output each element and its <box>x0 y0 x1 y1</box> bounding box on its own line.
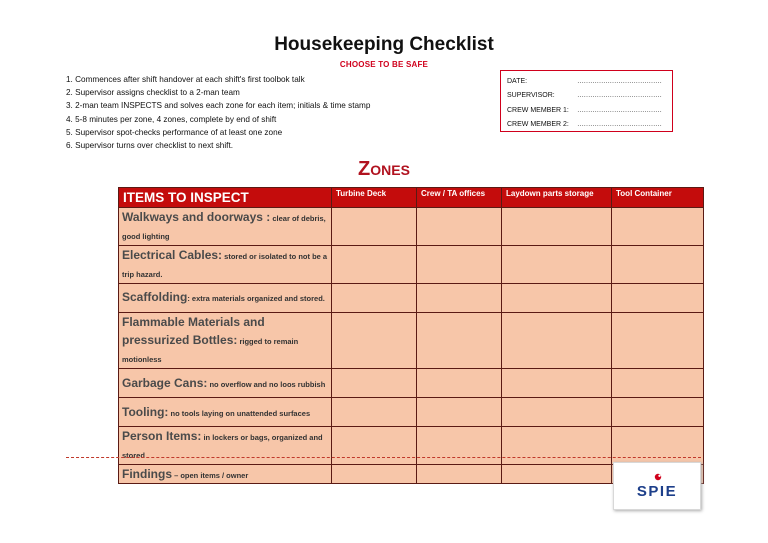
item-name: Flammable Materials and pressurized Bottles: <box>122 314 265 347</box>
item-desc: : extra materials organized and stored. <box>187 294 325 304</box>
check-cell[interactable] <box>417 464 502 483</box>
instruction-item: 1. Commences after shift handover at each shift's first toolbok talk <box>66 75 305 84</box>
item-cell <box>119 283 332 312</box>
check-cell[interactable] <box>502 283 612 312</box>
item-desc: rigged to remain motionless <box>122 336 299 365</box>
info-label: CREW MEMBER 2: <box>507 121 569 129</box>
info-label: SUPERVISOR: <box>507 92 555 100</box>
check-cell[interactable] <box>612 208 704 246</box>
check-cell[interactable] <box>502 397 612 426</box>
check-cell[interactable] <box>417 312 502 368</box>
check-cell[interactable] <box>417 245 502 283</box>
item-cell <box>119 397 332 426</box>
table-row <box>119 368 704 397</box>
item-cell <box>119 368 332 397</box>
spie-logo-mark <box>614 463 700 509</box>
findings-label: Findings <box>122 466 172 481</box>
item-desc: stored or isolated to not be a trip hazard. <box>122 251 328 280</box>
zone-header-crew-ta-offices: Crew / TA offices <box>417 188 502 208</box>
check-cell[interactable] <box>332 312 417 368</box>
crew-member-2-field[interactable]: ………………………………… <box>577 121 662 129</box>
table-row <box>119 426 704 464</box>
supervisor-field[interactable]: ………………………………… <box>577 92 662 100</box>
item-name: Tooling: <box>122 404 169 419</box>
table-row <box>119 397 704 426</box>
table-row <box>119 245 704 283</box>
zone-header-turbine-deck: Turbine Deck <box>332 188 417 208</box>
check-cell[interactable] <box>612 397 704 426</box>
check-cell[interactable] <box>332 245 417 283</box>
instruction-item: 5. Supervisor spot-checks performance of at least one zone <box>66 127 283 137</box>
divider <box>66 457 701 458</box>
check-cell[interactable] <box>612 368 704 397</box>
check-cell[interactable] <box>502 208 612 246</box>
document-title: Housekeeping Checklist <box>274 34 494 55</box>
items-header: ITEMS TO INSPECT <box>119 188 332 208</box>
check-cell[interactable] <box>417 397 502 426</box>
check-cell[interactable] <box>332 397 417 426</box>
check-cell[interactable] <box>417 283 502 312</box>
document-subtitle: CHOOSE TO BE SAFE <box>339 60 429 69</box>
item-desc: clear of debris, good lighting <box>122 214 326 242</box>
item-name: Walkways and doorways : <box>122 210 271 224</box>
check-cell[interactable] <box>332 368 417 397</box>
item-name: Scaffolding <box>122 290 188 305</box>
item-desc: no tools laying on unattended surfaces <box>168 408 311 418</box>
instructions-list <box>66 73 370 152</box>
check-cell[interactable] <box>332 283 417 312</box>
info-row-crew-member-2[interactable] <box>507 118 666 133</box>
zone-header-tool-container: Tool Container <box>612 188 704 208</box>
item-name: Garbage Cans: <box>122 375 208 390</box>
info-label: CREW MEMBER 1: <box>507 106 569 114</box>
check-cell[interactable] <box>612 312 704 368</box>
check-cell[interactable] <box>502 245 612 283</box>
item-desc: in lockers or bags, organized and stored <box>122 432 323 461</box>
check-cell[interactable] <box>502 426 612 464</box>
zones-title-rest: ONES <box>370 162 410 178</box>
info-box <box>500 70 673 132</box>
check-cell[interactable] <box>417 368 502 397</box>
check-cell[interactable] <box>332 426 417 464</box>
info-row-supervisor[interactable] <box>507 89 666 104</box>
info-row-date[interactable] <box>507 74 666 89</box>
instruction-item: 6. Supervisor turns over checklist to next shift. <box>66 141 234 151</box>
findings-desc: – open items / owner <box>172 470 249 480</box>
instruction-item: 4. 5-8 minutes per zone, 4 zones, complete by end of shift <box>66 114 277 124</box>
table-row <box>119 312 704 368</box>
logo-text: SPIE <box>636 483 678 500</box>
info-label: DATE: <box>507 77 528 85</box>
check-cell[interactable] <box>417 208 502 246</box>
instruction-item: 3. 2-man team INSPECTS and solves each zone for each item; initials & time stamp <box>66 101 371 111</box>
check-cell[interactable] <box>612 245 704 283</box>
check-cell[interactable] <box>502 464 612 483</box>
item-cell <box>119 426 332 464</box>
check-cell[interactable] <box>332 464 417 483</box>
zones-title <box>0 158 768 181</box>
check-cell[interactable] <box>612 426 704 464</box>
zone-header-laydown-parts-storage: Laydown parts storage <box>502 188 612 208</box>
spie-logo <box>613 462 701 510</box>
findings-cell <box>119 464 332 483</box>
table-row <box>119 283 704 312</box>
item-name: Person Items: <box>122 428 202 443</box>
inspection-table <box>118 187 704 484</box>
info-row-crew-member-1[interactable] <box>507 103 666 118</box>
item-cell <box>119 312 332 368</box>
table-header-row <box>119 188 704 208</box>
table-row <box>119 208 704 246</box>
check-cell[interactable] <box>502 368 612 397</box>
check-cell[interactable] <box>417 426 502 464</box>
check-cell[interactable] <box>332 208 417 246</box>
instruction-item: 2. Supervisor assigns checklist to a 2-man team <box>66 88 240 98</box>
zones-title-initial: Z <box>358 158 371 180</box>
item-desc: no overflow and no loos rubbish <box>207 379 326 389</box>
check-cell[interactable] <box>612 283 704 312</box>
item-name: Electrical Cables: <box>122 247 223 262</box>
item-cell <box>119 208 332 246</box>
crew-member-1-field[interactable]: ………………………………… <box>577 106 662 114</box>
item-cell <box>119 245 332 283</box>
date-field[interactable]: ………………………………… <box>577 77 662 85</box>
check-cell[interactable] <box>502 312 612 368</box>
